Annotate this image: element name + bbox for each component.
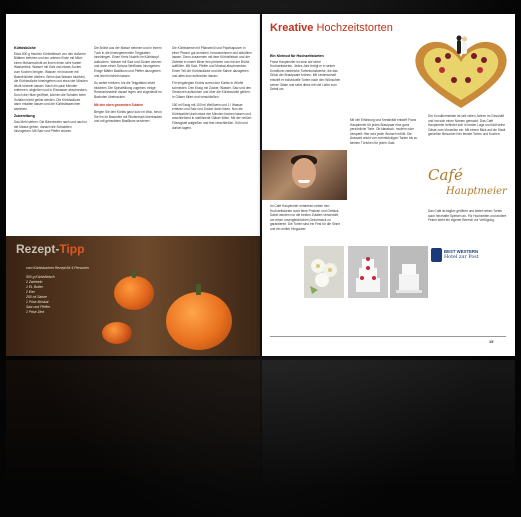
left-page	[6, 14, 260, 356]
pumpkin-stem	[196, 284, 201, 295]
right-page	[262, 14, 515, 356]
pumpkin-tiny	[102, 322, 132, 344]
recipe-tip-title	[16, 242, 84, 256]
left-page-reflection	[6, 360, 260, 510]
heart-cake-photo	[408, 32, 514, 112]
body-text: Für eingelegten Kürbis zuerst den Kürbis in Würfel schneiden. Den Essig mit Zucker, Wasser, Salz und den Gewürzen aufkochen und über die Kürbiswürfel gießen. In Gläser füllen und verschließen.	[172, 81, 252, 99]
chef-smile	[298, 180, 310, 183]
body-text: Bergen Sie den Kürbis ganz kurz im Wok, bevor Sie ihn im Backofen mit Rindermark überbacken und mit gehacktem Basilikum servieren.	[94, 110, 163, 124]
body-text: Die Kürbiskerne mit Pflanzenöl und Paprikapulver in einer Pfanne gut anrösten, herausnehmen und abkühlen lassen. Dann zusammen mit dem Kürbisfleisch und der Zwiebel in einem Mixer fein pürieren und mit der Brühe auffüllen. Mit Salz, Pfeffer und Muskat abschmecken. Einen Teil der Kürbisstücke und die Sahne dazugeben und alles kurz aufkochen lassen.	[172, 46, 252, 78]
wedding-cake-photo	[348, 246, 388, 298]
body-text: Mit viel Erfahrung und Kreativität entwirft Franz Hauptmeier für jedes Brautpaar eine ganz persönliche Torte. Ob klassisch, modern oder verspielt: Hier wird jeder Wunsch erfüllt. Die Auswahl reicht von mehrstöckigen Torten bis zu kleinen Törtchen für jeden Gast.	[350, 118, 418, 145]
recipe-item: 2 Zwiebeln	[26, 280, 43, 284]
body-text: Im Café Hauptmeier entstehen neben den Hochzeitstorten auch feine Pralinen und Gebäck. Dabei werden nur die besten Zutaten verwendet, um einen unvergleichlichen Geschmack zu garantieren. Die Torten sind ein Fest für die Sinne und ein echter Hingucker.	[270, 204, 341, 231]
rezept-label: Rezept-	[16, 242, 60, 256]
recipe-item: Salz und Pfeffer	[26, 305, 51, 309]
chef-face	[292, 158, 316, 188]
cake-table-photo	[390, 246, 428, 298]
right-column-1	[270, 54, 342, 95]
page-number: 15	[489, 339, 494, 344]
recipe-item: 1 EL Butter	[26, 285, 43, 289]
chef-portrait-photo	[262, 150, 347, 200]
body-text: Das Mehl sieben. Die Bärenbutter nach und nach in die Masse geben, danach die Schalotten hinzugeben. Mit Salz und Pfeffer würzen.	[14, 119, 88, 134]
title-hochzeitstorten: Hochzeitstorten	[316, 22, 393, 34]
recipe-item: 1 Prise Muskat	[26, 300, 49, 304]
body-text: Etwa 800 g frischen Kürbisfleisch von den äußeren Blättern befreien und am unteren Ende mit Milch einen Messerschnitt an Ihnen einen sehr harten Wassertrick. Wasser mit Salz und etwas Zucker zum Kochen bringen. Wasser, ein brauner mit Basisfrüchten bleiben. Wenn das Wasser blubbert, die Kürbisstücke hineingeben und etwa vier Minuten leicht köcheln lassen. Nach ein paar Minuten entfernen, abgießen und in Eiswasser abschrecken. Durch die Hitze geöffnet, können die Schalen beim Schälen leicht gelöst werden. Die Kürbisstücke dann erkalten lassen und die Kürbisfasserchen abziehen.	[14, 51, 88, 111]
left-column-2	[94, 46, 166, 127]
recipe-ingredients	[26, 266, 106, 315]
cafe-logo-line2: Hauptmeier	[446, 186, 507, 197]
pumpkin-stem	[132, 270, 136, 278]
left-column-3	[172, 46, 252, 133]
right-column-1b	[270, 204, 342, 235]
crown-icon	[431, 248, 442, 262]
body-text: Das Café ist täglich geöffnet und bietet neben Torten auch herzhafte Speisen an. Für Hochzeiten und andere Feiern steht ein eigener Bereich zur Verfügung.	[428, 209, 507, 223]
column-heading: Ein Kleinod für Hochzeitstorten	[270, 54, 324, 58]
body-text: Der Konditormeister ist seit vielen Jahren im Geschäft und hat sich einen Namen gemacht. Das Café Hauptmeier befindet sich in bester Lage und lädt seine Gäste zum Verweilen ein. Mit einem Blick auf die Stadt genießen Besucher hier feinste Torten und Kuchen.	[428, 114, 506, 137]
bw-logo-line1: BEST WESTERN	[444, 249, 479, 254]
recipe-lead: vom Kürbiskuchen Rezept für 4 Personen	[26, 266, 89, 270]
left-column-1	[14, 46, 88, 137]
tipp-label: Tipp	[59, 242, 85, 256]
title-kreative: Kreative	[270, 22, 314, 34]
recipe-item: 250 ml Sahne	[26, 295, 47, 299]
cafe-logo	[428, 166, 507, 206]
right-column-2	[350, 118, 422, 149]
recipe-item: 2 Eier	[26, 290, 35, 294]
cafe-logo-line1: Café	[428, 166, 463, 184]
body-text: Die Brühe aus der Masse nehmen und in einem Tuch in die hineingetrennten Teigplatten hineinlegen. Einen Kreis Nudeln im Kürbistopf aufkochen. Wasser mit Salz und Zucker würzen und dann einen Schuss Weißwein hinzugeben. Einige Blätter Basilikum und Pfeffer dazugeben und leicht köcheln lassen.	[94, 46, 162, 78]
body-text: 150 ml Essig mit 100 ml Weißwein und 1 l Wasser erhitzen und Salz und Zucker darin lösen. Nun die Kürbiswürfel darin etwa vier Minuten kochen lassen und anschließend in sterilisierte Gläser füllen. Mit der heißen Flüssigkeit aufgießen und fest verschließen. Kühl und dunkel lagern.	[172, 102, 252, 130]
right-column-3b	[428, 209, 508, 226]
sugar-flowers-photo	[304, 246, 344, 298]
article-title	[270, 22, 393, 34]
pumpkin-small	[114, 276, 154, 310]
pumpkin-large	[166, 292, 232, 350]
best-western-logo	[431, 246, 479, 268]
bw-logo-line2: Hotel zur Post	[444, 255, 479, 260]
recipe-item: 500 g Kürbisfleisch	[26, 275, 55, 279]
highlight-text: Mit den oben genannten Zutaten	[94, 102, 144, 107]
right-page-reflection	[262, 360, 515, 510]
column-heading: Kürbisküche	[14, 46, 36, 50]
body-text: So weiter erhitzen, bis die Teigplatten leicht blubbern. Die Spinatfüllung zugeben, einige Rosmarinnadeln darauf legen und zugedeckt im Backofen überbacken.	[94, 81, 162, 99]
body-text: Franz Hauptmeier ist stolz auf seine Hochzeitstorten. Jedes Jahr fertigt er in seiner Konditorei zahlreiche Tortenkunstwerke, die das Glück der Brautpaare krönen. Mit Leidenschaft entwirft er individuelle Torten nach den Wünschen seiner Gäste und setzt diese mit viel Liebe zum Detail um.	[270, 59, 341, 92]
right-column-3	[428, 114, 508, 140]
footer-rule	[270, 336, 506, 337]
column-heading: Zubereitung	[14, 114, 35, 119]
recipe-item: 1 Prise Zimt	[26, 310, 45, 314]
